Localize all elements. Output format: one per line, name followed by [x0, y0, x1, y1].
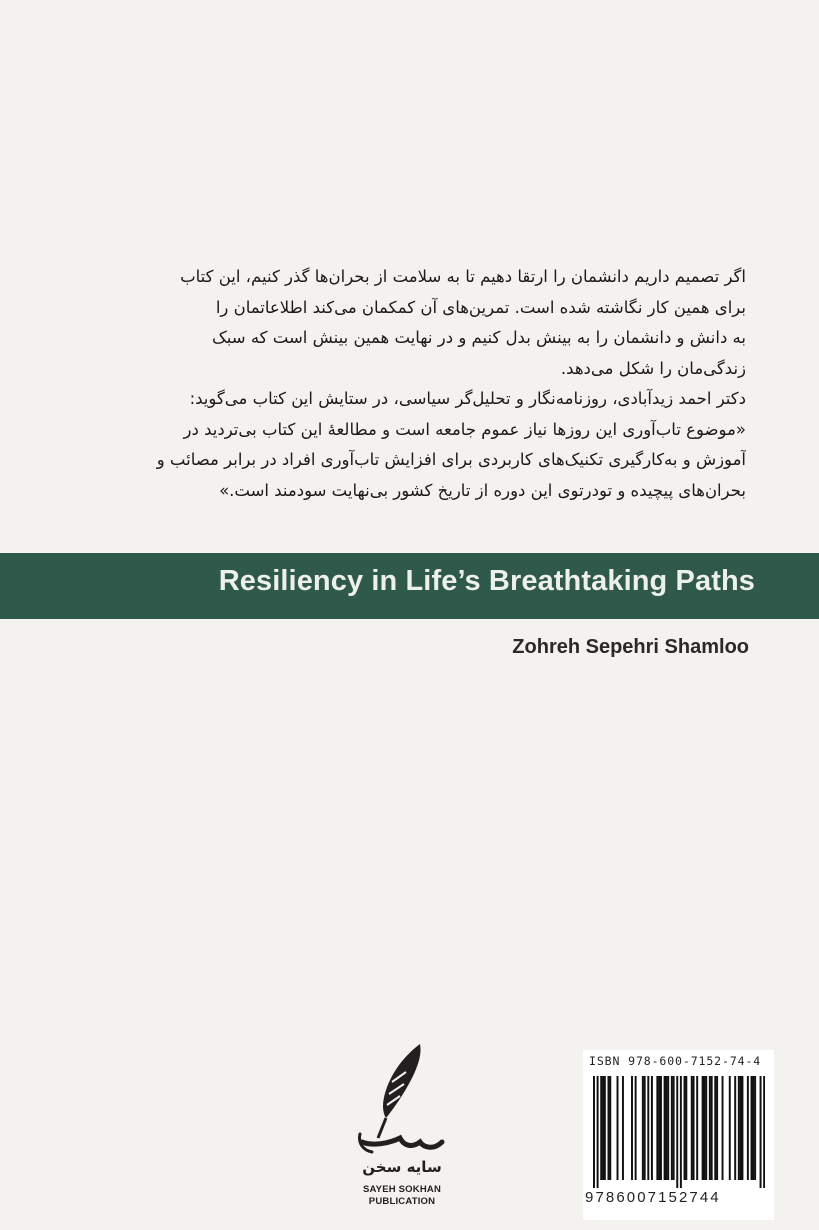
blurb-line: دکتر احمد زیدآبادی، روزنامه‌نگار و تحلیل‌گر سیاسی، در ستایش این کتاب می‌گوید: [189, 389, 746, 408]
blurb-line: بحران‌های پیچیده و تودرتوی این دوره از تاریخ کشور بی‌نهایت سودمند است.» [219, 480, 746, 500]
barcode-bar [631, 1076, 633, 1180]
barcode-bar [740, 1076, 742, 1180]
barcode-bar [597, 1076, 599, 1188]
isbn-label: ISBN 978-600-7152-74-4 [589, 1054, 762, 1068]
publisher-logo [342, 1042, 462, 1212]
barcode-bar [647, 1076, 649, 1180]
barcode-bar [729, 1076, 731, 1180]
barcode-bar [734, 1076, 736, 1180]
barcode-bar [722, 1076, 724, 1180]
barcode-bar [763, 1076, 765, 1188]
blurb-paragraph-1 [90, 262, 746, 384]
barcode-bar [738, 1076, 740, 1180]
barcode-bar [680, 1076, 682, 1188]
barcode-bar [716, 1076, 718, 1180]
barcode-bar [684, 1076, 686, 1180]
author-name: Zohreh Sepehri Shamloo [512, 636, 749, 658]
blurb-line: برای همین کار نگاشته شده است. تمرین‌های آن کمکمان می‌کند اطلاعاتمان را [215, 297, 746, 317]
barcode-bar [635, 1076, 637, 1180]
barcode-bar [685, 1076, 687, 1180]
barcode-bar [671, 1076, 673, 1180]
barcode-bar [644, 1076, 646, 1180]
barcode-bar [673, 1076, 675, 1180]
barcode-bar [602, 1076, 604, 1180]
barcode-bar [741, 1076, 743, 1180]
barcode-bar [696, 1076, 698, 1180]
isbn-digits: 9786007152744 [585, 1189, 721, 1206]
barcode [593, 1076, 765, 1188]
blurb-paragraph-2 [90, 384, 746, 506]
barcode-bar [656, 1076, 658, 1180]
publisher-subtitle: PUBLICATION [368, 1196, 436, 1207]
barcode-bar [604, 1076, 606, 1180]
barcode-bar [702, 1076, 704, 1180]
barcode-bar [676, 1076, 678, 1188]
barcode-bar [665, 1076, 667, 1180]
barcode-bar [642, 1076, 644, 1180]
barcode-bar [714, 1076, 716, 1180]
english-title: Resiliency in Life’s Breathtaking Paths [218, 565, 755, 597]
barcode-bar [703, 1076, 705, 1180]
barcode-bar [711, 1076, 713, 1180]
barcode-bar [760, 1076, 762, 1188]
barcode-bar [752, 1076, 754, 1180]
barcode-bar [593, 1076, 595, 1188]
barcode-bar [664, 1076, 666, 1180]
barcode-bar [658, 1076, 660, 1180]
barcode-bar [751, 1076, 753, 1180]
barcode-bar [747, 1076, 749, 1180]
barcode-bar [709, 1076, 711, 1180]
blurb-line: آموزش و به‌کارگیری تکنیک‌های کاربردی برای افزایش تاب‌آوری افراد در برابر مصائب و [156, 450, 746, 469]
barcode-bar [693, 1076, 695, 1180]
barcode-bar [705, 1076, 707, 1180]
blurb-line: به دانش و دانشمان را به بینش بدل کنیم و در نهایت همین بینش است که سبک [212, 328, 746, 347]
title-band [0, 553, 819, 619]
blurb-line: «موضوع تاب‌آوری این روزها نیاز عموم جامعه است و مطالعهٔ این کتاب بی‌تردید در [183, 419, 746, 439]
barcode-bar [754, 1076, 756, 1180]
barcode-bar [609, 1076, 611, 1180]
barcode-bar [660, 1076, 662, 1180]
barcode-bar [607, 1076, 609, 1180]
blurb-line: زندگی‌مان را شکل می‌دهد. [560, 358, 746, 378]
barcode-bar [617, 1076, 619, 1180]
barcode-bar [667, 1076, 669, 1180]
barcode-bar [600, 1076, 602, 1180]
barcode-bar [651, 1076, 653, 1180]
blurb-line: اگر تصمیم داریم دانشمان را ارتقا دهیم تا به سلامت از بحران‌ها گذر کنیم، این کتاب [180, 267, 746, 286]
barcode-bar [622, 1076, 624, 1180]
blurb [90, 262, 746, 506]
barcode-bar [691, 1076, 693, 1180]
isbn-barcode-box [583, 1050, 774, 1220]
publisher-name-fa: سایه سخن [362, 1158, 442, 1176]
quill-feather-icon [342, 1042, 462, 1160]
publisher-name-en: SAYEH SOKHAN [362, 1184, 442, 1195]
